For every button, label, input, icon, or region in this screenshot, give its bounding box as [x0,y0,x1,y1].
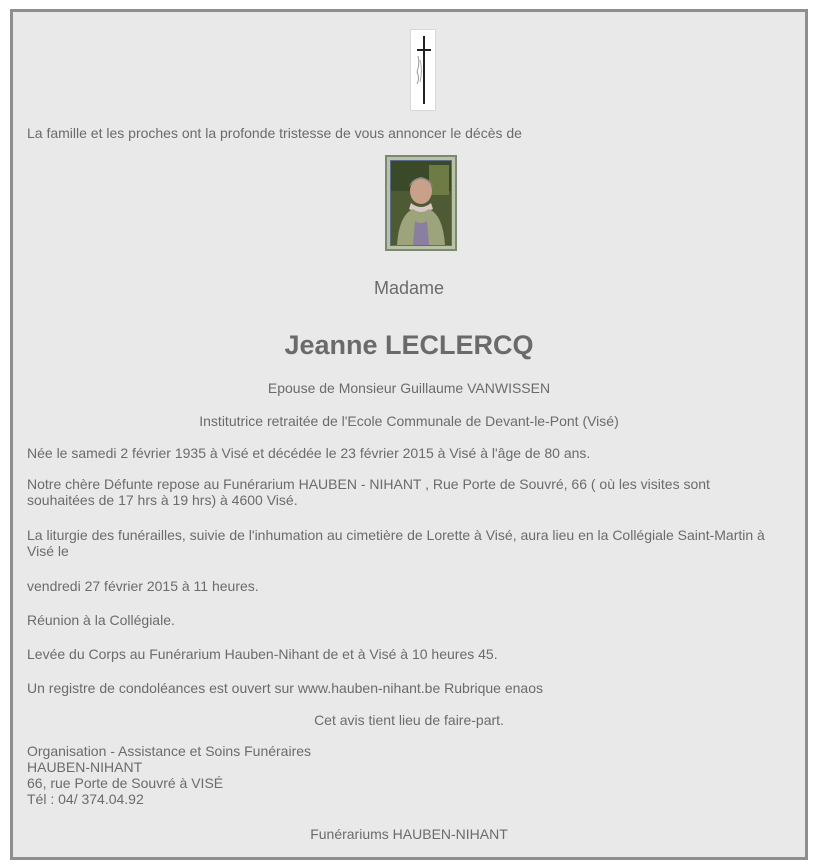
birth-death-text: Née le samedi 2 février 1935 à Visé et décédée le 23 février 2015 à Visé à l'âge de 80 ans. [27,445,591,461]
reunion-text: Réunion à la Collégiale. [27,612,175,628]
organisation-block [27,743,791,807]
occupation-text: Institutrice retraitée de l'Ecole Communale de Devant-le-Pont (Visé) [199,413,619,429]
liturgy-text [27,527,791,559]
rest-line-1: Notre chère Défunte repose au Funérarium HAUBEN - NIHANT , Rue Porte de Souvré, 66 ( où les visites sont [27,476,710,492]
title-madame: Madame [373,278,445,298]
intro-text: La famille et les proches ont la profonde tristesse de vous annoncer le décès de [27,125,522,141]
organisation-line-3: 66, rue Porte de Souvré à VISÉ [27,775,224,791]
liturgy-line-2: Visé le [27,543,69,559]
cross-icon [410,29,436,111]
deceased-name: Jeanne LECLERCQ [284,330,534,360]
levee-text: Levée du Corps au Funérarium Hauben-Nihant de et à Visé à 10 heures 45. [27,646,498,662]
obituary-content [27,12,791,857]
spouse-text: Epouse de Monsieur Guillaume VANWISSEN [267,380,551,396]
organisation-phone: Tél : 04/ 374.04.92 [27,791,144,807]
ceremony-date-text: vendredi 27 février 2015 à 11 heures. [27,578,259,594]
organisation-line-1: Organisation - Assistance et Soins Funéraires [27,743,312,759]
rest-text [27,476,791,508]
obituary-card [10,9,808,860]
portrait-photo [385,155,457,251]
organisation-line-2: HAUBEN-NIHANT [27,759,143,775]
register-text: Un registre de condoléances est ouvert sur www.hauben-nihant.be Rubrique enaos [27,680,543,696]
notice-text: Cet avis tient lieu de faire-part. [314,712,504,728]
rest-line-2: souhaitées de 17 hrs à 19 hrs) à 4600 Visé. [27,492,298,508]
liturgy-line-1: La liturgie des funérailles, suivie de l'inhumation au cimetière de Lorette à Visé, aura lieu en la Collégiale Saint-Martin à [27,527,765,543]
footer-text: Funérariums HAUBEN-NIHANT [310,826,508,842]
